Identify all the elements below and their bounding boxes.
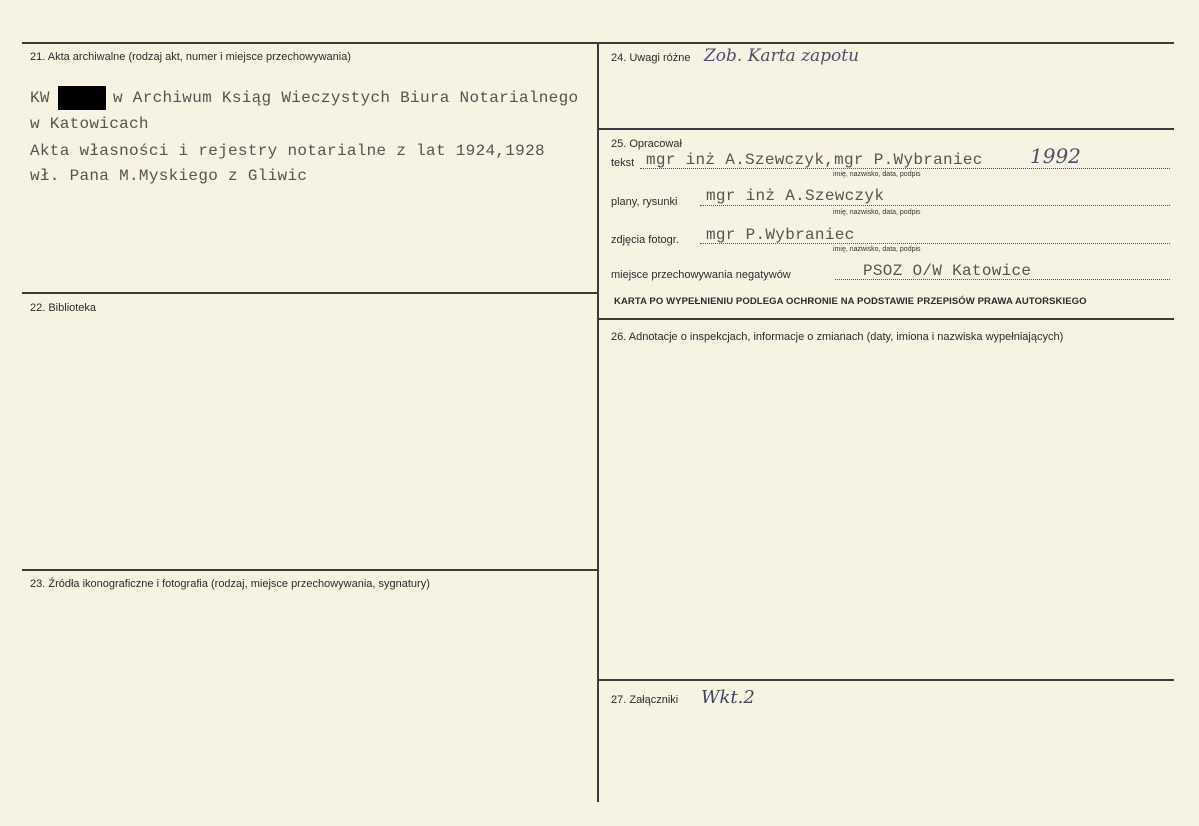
plany-caption: imię, nazwisko, data, podpis [833,209,921,216]
section-27-label: 27. Załączniki [611,694,679,706]
divider-26-27 [598,679,1174,681]
plany-line [700,205,1170,206]
divider-24-25 [598,128,1174,130]
zdjecia-label: zdjęcia fotogr. [611,234,679,246]
zdjecia-caption: imię, nazwisko, data, podpis [833,246,921,253]
tekst-caption: imię, nazwisko, data, podpis [833,171,921,178]
redaction-block [58,86,106,110]
section-22-label: 22. Biblioteka [30,302,97,314]
section-24-label: 24. Uwagi różne [611,52,691,64]
tekst-year: 1992 [1030,144,1081,168]
tekst-label: tekst [611,157,635,169]
negatywy-value: PSOZ O/W Katowice [863,262,1032,280]
copyright-notice: KARTA PO WYPEŁNIENIU PODLEGA OCHRONIE NA PODSTAWIE PRZEPISÓW PRAWA AUTORSKIEGO [614,296,1087,307]
section-21-line2: w Katowicach [30,115,149,133]
section-25-label: 25. Opracował [611,138,682,150]
divider-21-22 [22,292,598,294]
section-21-label: 21. Akta archiwalne (rodzaj akt, numer i miejsce przechowywania) [30,51,351,63]
negatywy-label: miejsce przechowywania negatywów [611,269,791,281]
plany-label: plany, rysunki [611,196,678,208]
section-24-handwritten: Zob. Karta zapotu [704,46,860,66]
section-21-line4: wł. Pana M.Myskiego z Gliwic [30,167,308,185]
zdjecia-value: mgr P.Wybraniec [706,226,855,244]
section-23-label: 23. Źródła ikonograficzne i fotografia (rodzaj, miejsce przechowywania, sygnatury) [30,578,430,590]
divider-22-23 [22,569,598,571]
center-divider [597,42,599,802]
divider-25-26 [598,318,1174,320]
section-26-label: 26. Adnotacje o inspekcjach, informacje o zmianach (daty, imiona i nazwiska wypełniających) [611,331,1064,343]
section-21-line1-prefix: KW [30,89,50,107]
tekst-value: mgr inż A.Szewczyk,mgr P.Wybraniec [646,151,983,169]
section-21-line3: Akta własności i rejestry notarialne z lat 1924,1928 [30,142,545,160]
section-27-handwritten: Wkt.2 [701,687,755,708]
plany-value: mgr inż A.Szewczyk [706,187,885,205]
section-21-line1: w Archiwum Ksiąg Wieczystych Biura Notarialnego [113,89,579,107]
